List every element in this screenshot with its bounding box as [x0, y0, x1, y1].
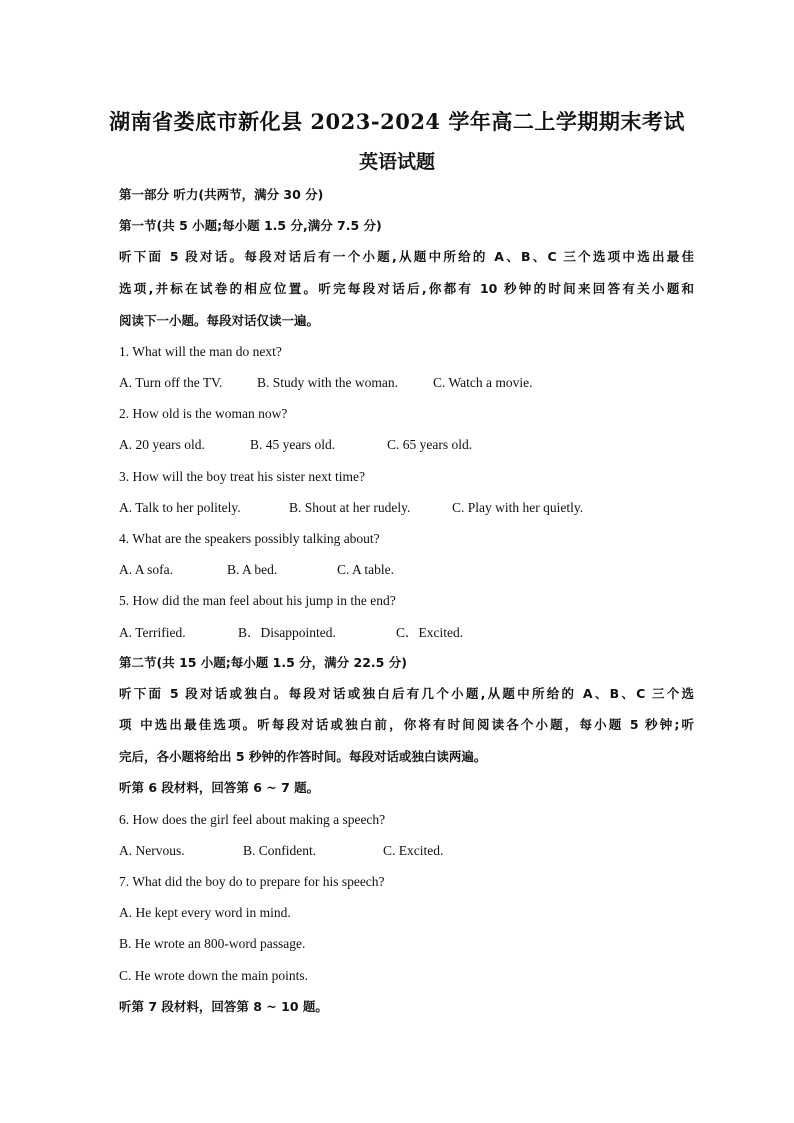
section1-instruction-line: 阅读下一小题。每段对话仅读一遍。	[119, 313, 320, 328]
question-2: 2. How old is the woman now?	[119, 406, 288, 421]
section2-instruction-line: 项 中选出最佳选项。听每段对话或独白前，你将有时间阅读各个小题，每小题 5 秒钟;听	[119, 717, 694, 732]
option-c: C. 65 years old.	[387, 437, 473, 452]
option-b: B. 45 years old.	[250, 437, 336, 452]
material-7-heading: 听第 7 段材料，回答第 8 ~ 10 题。	[119, 999, 328, 1014]
section2-heading: 第二节(共 15 小题;每小题 1.5 分，满分 22.5 分)	[119, 655, 407, 670]
material-6-heading: 听第 6 段材料，回答第 6 ~ 7 题。	[119, 780, 320, 795]
option-c: C．Excited.	[396, 625, 464, 640]
option-c: C. A table.	[337, 562, 394, 577]
option-a: A. 20 years old.	[119, 437, 205, 452]
option-a: A. Nervous.	[119, 843, 185, 858]
option-c: C. Watch a movie.	[433, 375, 533, 390]
exam-title: 湖南省娄底市新化县 2023-2024 学年高二上学期期末考试	[109, 109, 685, 134]
section1-instruction-line: 选项,并标在试卷的相应位置。听完每段对话后,你都有 10 秒钟的时间来回答有关小题和	[119, 281, 694, 296]
part1-heading: 第一部分 听力(共两节，满分 30 分)	[119, 187, 324, 202]
option-b: B. A bed.	[227, 562, 278, 577]
section1-instruction-line: 听下面 5 段对话。每段对话后有一个小题,从题中所给的 A、B、C 三个选项中选出最佳	[119, 249, 694, 264]
question-7-option-a: A. He kept every word in mind.	[119, 905, 291, 920]
option-b: B. Confident.	[243, 843, 317, 858]
option-a: A. Turn off the TV.	[119, 375, 223, 390]
question-6: 6. How does the girl feel about making a speech?	[119, 812, 386, 827]
section2-instruction-line: 完后，各小题将给出 5 秒钟的作答时间。每段对话或独白读两遍。	[119, 749, 487, 764]
option-b: B．Disappointed.	[238, 625, 336, 640]
option-c: C. Excited.	[383, 843, 444, 858]
question-3: 3. How will the boy treat his sister next time?	[119, 469, 365, 484]
option-a: A. Talk to her politely.	[119, 500, 241, 515]
question-7-option-b: B. He wrote an 800-word passage.	[119, 936, 306, 951]
exam-subject: 英语试题	[358, 151, 435, 173]
section2-instruction-line: 听下面 5 段对话或独白。每段对话或独白后有几个小题,从题中所给的 A、B、C 三个选	[119, 686, 694, 701]
option-b: B. Shout at her rudely.	[289, 500, 411, 515]
question-1: 1. What will the man do next?	[119, 344, 282, 359]
question-4: 4. What are the speakers possibly talking about?	[119, 531, 380, 546]
section1-heading: 第一节(共 5 小题;每小题 1.5 分,满分 7.5 分)	[119, 218, 382, 233]
option-a: A. A sofa.	[119, 562, 173, 577]
option-c: C. Play with her quietly.	[452, 500, 584, 515]
question-5: 5. How did the man feel about his jump in the end?	[119, 593, 396, 608]
question-7: 7. What did the boy do to prepare for his speech?	[119, 874, 385, 889]
question-7-option-c: C. He wrote down the main points.	[119, 968, 308, 983]
option-b: B. Study with the woman.	[257, 375, 398, 390]
option-a: A. Terrified.	[119, 625, 186, 640]
